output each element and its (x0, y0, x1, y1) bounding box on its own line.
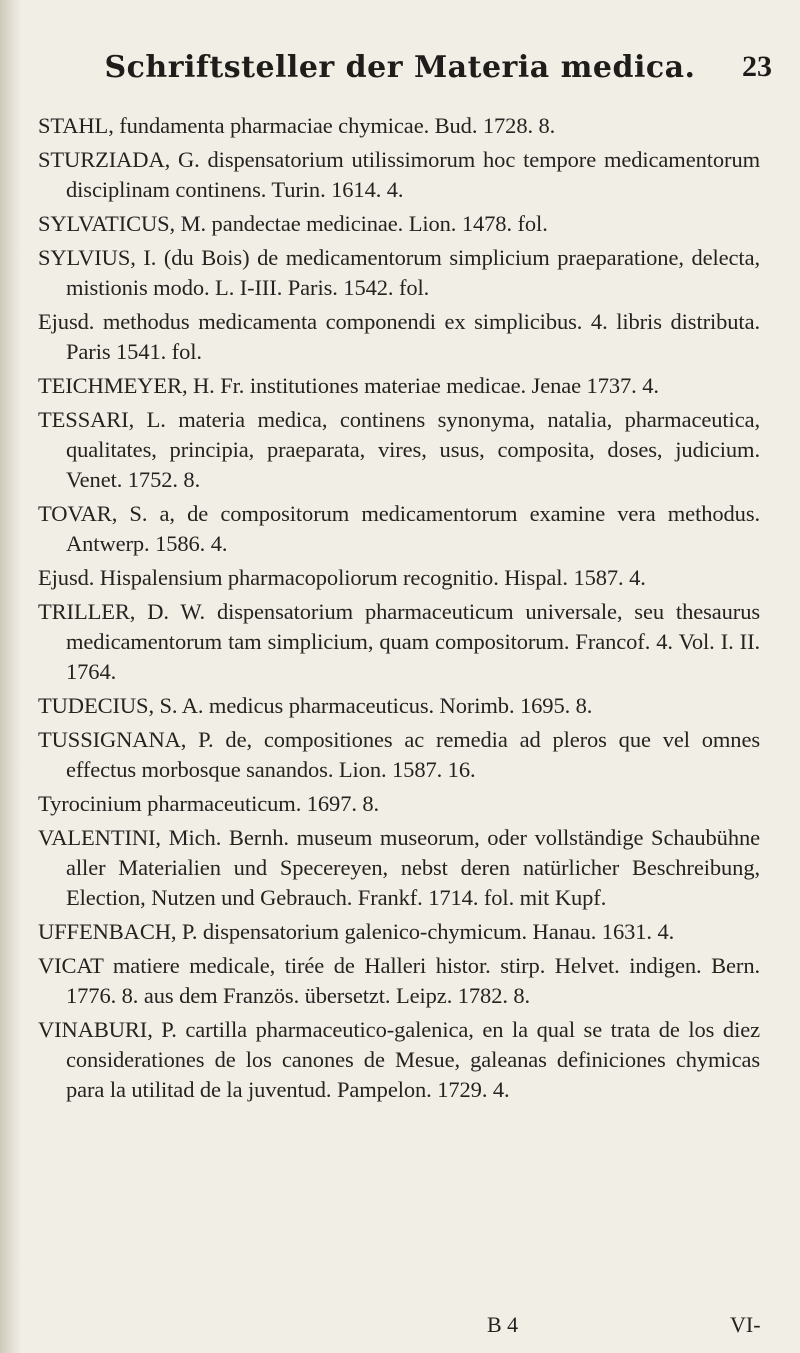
bibliography-entry: VINABURI, P. cartilla pharmaceutico-galenica, en la qual se trata de los diez considerationes de los canones de Mesue, galeanas definiciones chymicas para la utilitad de la juventud. Pampelon. 1729. 4. (38, 1017, 760, 1102)
signature-mark: B 4 (487, 1312, 519, 1337)
page-footer (0, 1312, 800, 1344)
bibliography-entry: VICAT matiere medicale, tirée de Halleri histor. stirp. Helvet. indigen. Bern. 1776. 8. aus dem Französ. übersetzt. Leipz. 1782. 8. (38, 953, 760, 1008)
bibliography-entry: TRILLER, D. W. dispensatorium pharmaceuticum universale, seu thesaurus medicamentorum tam simplicium, quam compositorum. Francof. 4. Vol. I. II. 1764. (38, 599, 760, 684)
bibliography-entry: STURZIADA, G. dispensatorium utilissimorum hoc tempore medicamentorum disciplinam continens. Turin. 1614. 4. (38, 147, 760, 202)
page-number: 23 (742, 50, 772, 83)
bibliography-entry: SYLVATICUS, M. pandectae medicinae. Lion. 1478. fol. (38, 211, 548, 236)
bibliography-entry: TUDECIUS, S. A. medicus pharmaceuticus. Norimb. 1695. 8. (38, 693, 593, 718)
page-header (0, 0, 800, 104)
bibliography-entry: TOVAR, S. a, de compositorum medicamentorum examine vera methodus. Antwerp. 1586. 4. (38, 501, 760, 556)
bibliography-entry: TUSSIGNANA, P. de, compositiones ac remedia ad pleros que vel omnes effectus morbosque sanandos. Lion. 1587. 16. (38, 727, 760, 782)
catchword: VI- (730, 1312, 761, 1337)
bibliography-entry: TEICHMEYER, H. Fr. institutiones materiae medicae. Jenae 1737. 4. (38, 373, 659, 398)
bibliography-entry: UFFENBACH, P. dispensatorium galenico-chymicum. Hanau. 1631. 4. (38, 919, 675, 944)
bibliography-entry: Ejusd. methodus medicamenta componendi ex simplicibus. 4. libris distributa. Paris 1541. fol. (38, 309, 760, 364)
bibliography-list (38, 111, 760, 1109)
bibliography-entry: Ejusd. Hispalensium pharmacopoliorum recognitio. Hispal. 1587. 4. (38, 565, 646, 590)
running-head: Schriftsteller der Materia medica. (104, 50, 696, 85)
bibliography-entry: STAHL, fundamenta pharmaciae chymicae. Bud. 1728. 8. (38, 113, 556, 138)
bibliography-entry: SYLVIUS, I. (du Bois) de medicamentorum simplicium praeparatione, delecta, mistionis modo. L. I-III. Paris. 1542. fol. (38, 245, 760, 300)
bibliography-entry: TESSARI, L. materia medica, continens synonyma, natalia, pharmaceutica, qualitates, principia, praeparata, vires, usus, composita, doses, judicium. Venet. 1752. 8. (38, 407, 760, 492)
bibliography-entry: Tyrocinium pharmaceuticum. 1697. 8. (38, 791, 380, 816)
bibliography-entry: VALENTINI, Mich. Bernh. museum museorum, oder vollständige Schaubühne aller Materialien und Specereyen, nebst deren natürlicher Beschreibung, Election, Nutzen und Gebrauch. Frankf. 1714. fol. mit Kupf. (38, 825, 760, 910)
page-gutter-shadow (0, 0, 22, 1353)
